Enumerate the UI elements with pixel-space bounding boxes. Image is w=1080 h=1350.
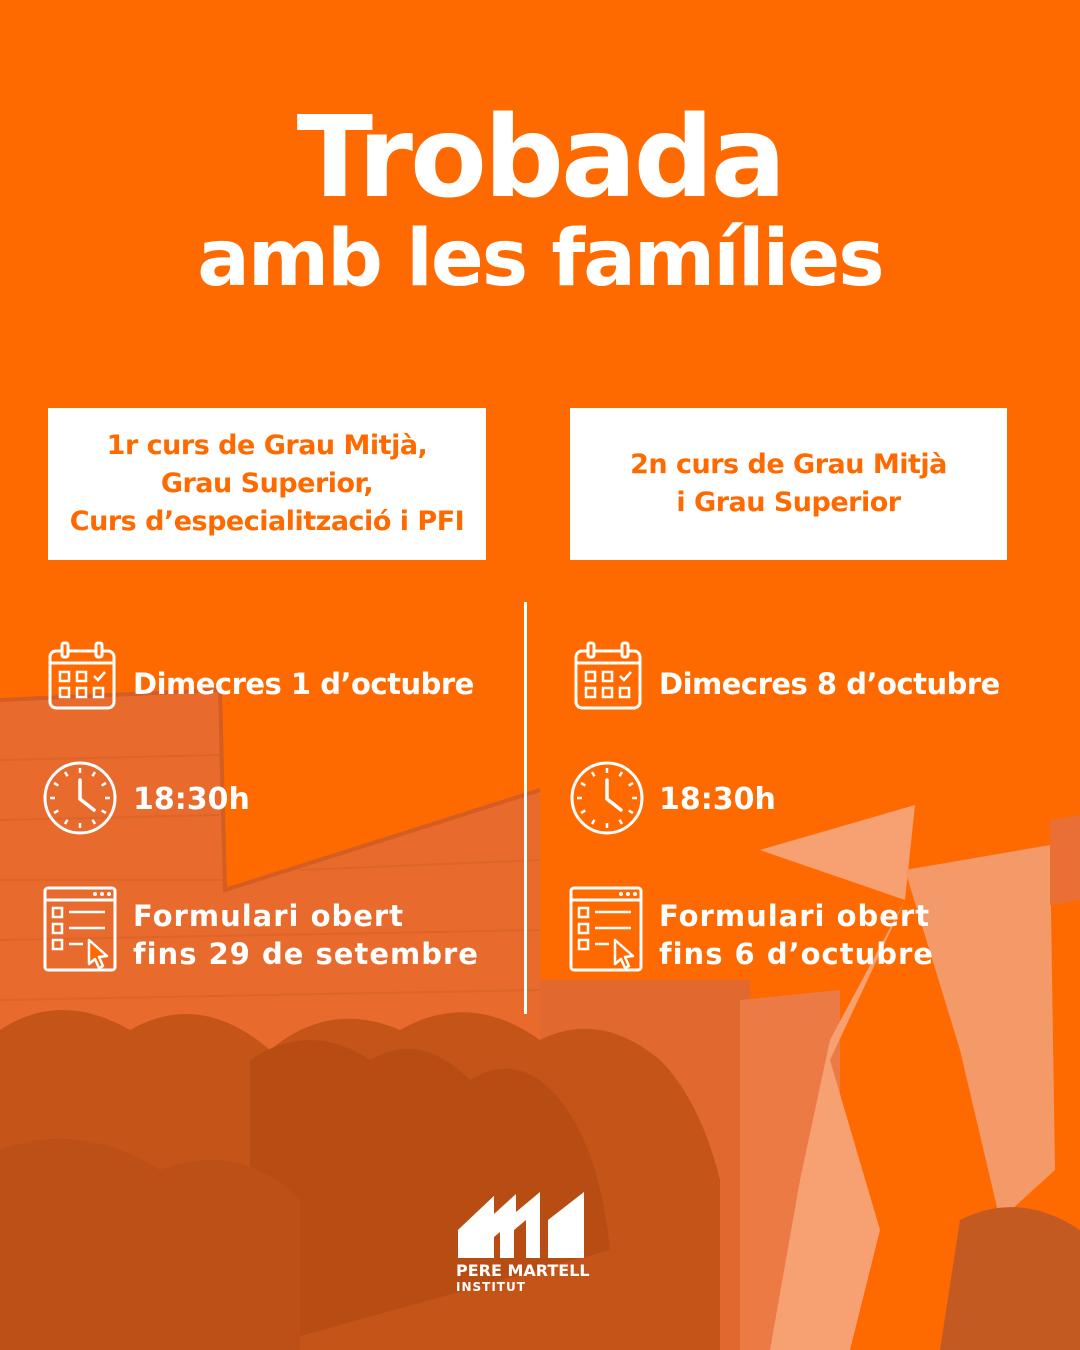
event-date: Dimecres 8 d’octubre (659, 667, 1000, 701)
logo-subtitle: INSTITUT (456, 1280, 526, 1294)
form-deadline (133, 897, 479, 973)
clock-icon (569, 760, 645, 836)
event-date: Dimecres 1 d’octubre (133, 667, 474, 701)
course-box-line: 2n curs de Grau Mitjà (630, 449, 947, 480)
course-box-line: Curs d’especialització i PFI (69, 506, 465, 537)
calendar-icon (574, 641, 642, 711)
event-time: 18:30h (659, 782, 776, 817)
clock-icon (42, 760, 118, 836)
form-icon (43, 886, 117, 972)
form-deadline-line: Formulari obert (133, 899, 405, 933)
calendar-icon (48, 641, 116, 711)
logo-mark-icon (456, 1190, 588, 1260)
form-deadline-line: Formulari obert (659, 899, 931, 933)
event-time: 18:30h (133, 782, 250, 817)
page-title: Trobada (296, 93, 784, 223)
course-box-second-year (570, 408, 1007, 560)
course-box-line: 1r curs de Grau Mitjà, (106, 430, 428, 461)
form-deadline-line: fins 6 d’octubre (659, 937, 934, 971)
course-box-first-year (48, 408, 486, 560)
page-subtitle: amb les famílies (197, 214, 883, 304)
column-divider (524, 602, 527, 1014)
form-deadline-line: fins 29 de setembre (133, 937, 479, 971)
logo-name: PERE MARTELL (456, 1261, 590, 1280)
institut-logo (456, 1190, 596, 1294)
course-box-line: i Grau Superior (676, 487, 901, 518)
form-icon (569, 886, 643, 972)
form-deadline (659, 897, 934, 973)
course-box-line: Grau Superior, (160, 468, 374, 499)
